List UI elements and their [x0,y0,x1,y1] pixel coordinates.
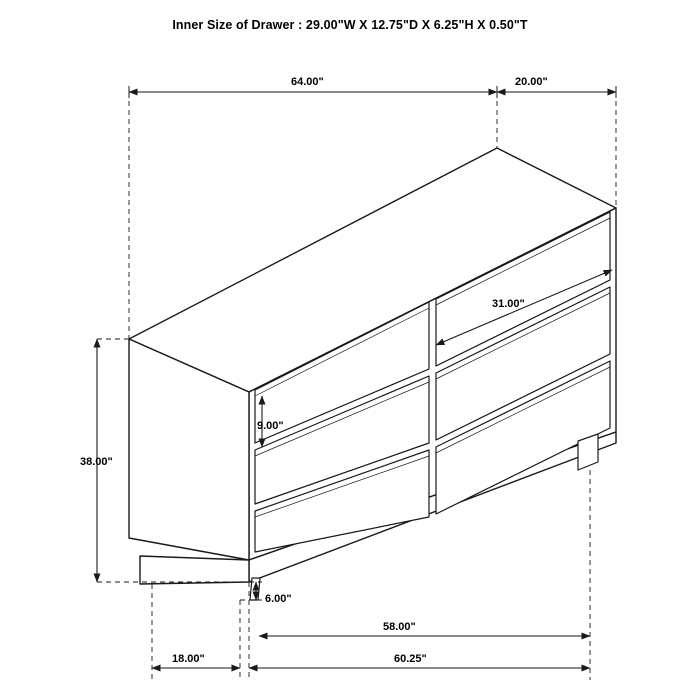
dimension-label-64: 64.00" [291,76,324,88]
dimension-label-6: 6.00" [265,593,292,605]
page-title: Inner Size of Drawer : 29.00"W X 12.75"D X 6.25"H X 0.50"T [172,18,528,32]
dimension-label-31: 31.00" [492,298,525,310]
leg-front-right [578,434,598,470]
dimension-label-58: 58.00" [383,621,416,633]
dimension-label-9: 9.00" [257,420,284,432]
dresser-base-left [140,556,249,584]
dimension-label-18: 18.00" [172,653,205,665]
dimension-label-38: 38.00" [80,456,113,468]
leg-front-left [250,578,260,600]
dimension-label-60: 60.25" [394,653,427,665]
dimension-label-20: 20.00" [515,76,548,88]
